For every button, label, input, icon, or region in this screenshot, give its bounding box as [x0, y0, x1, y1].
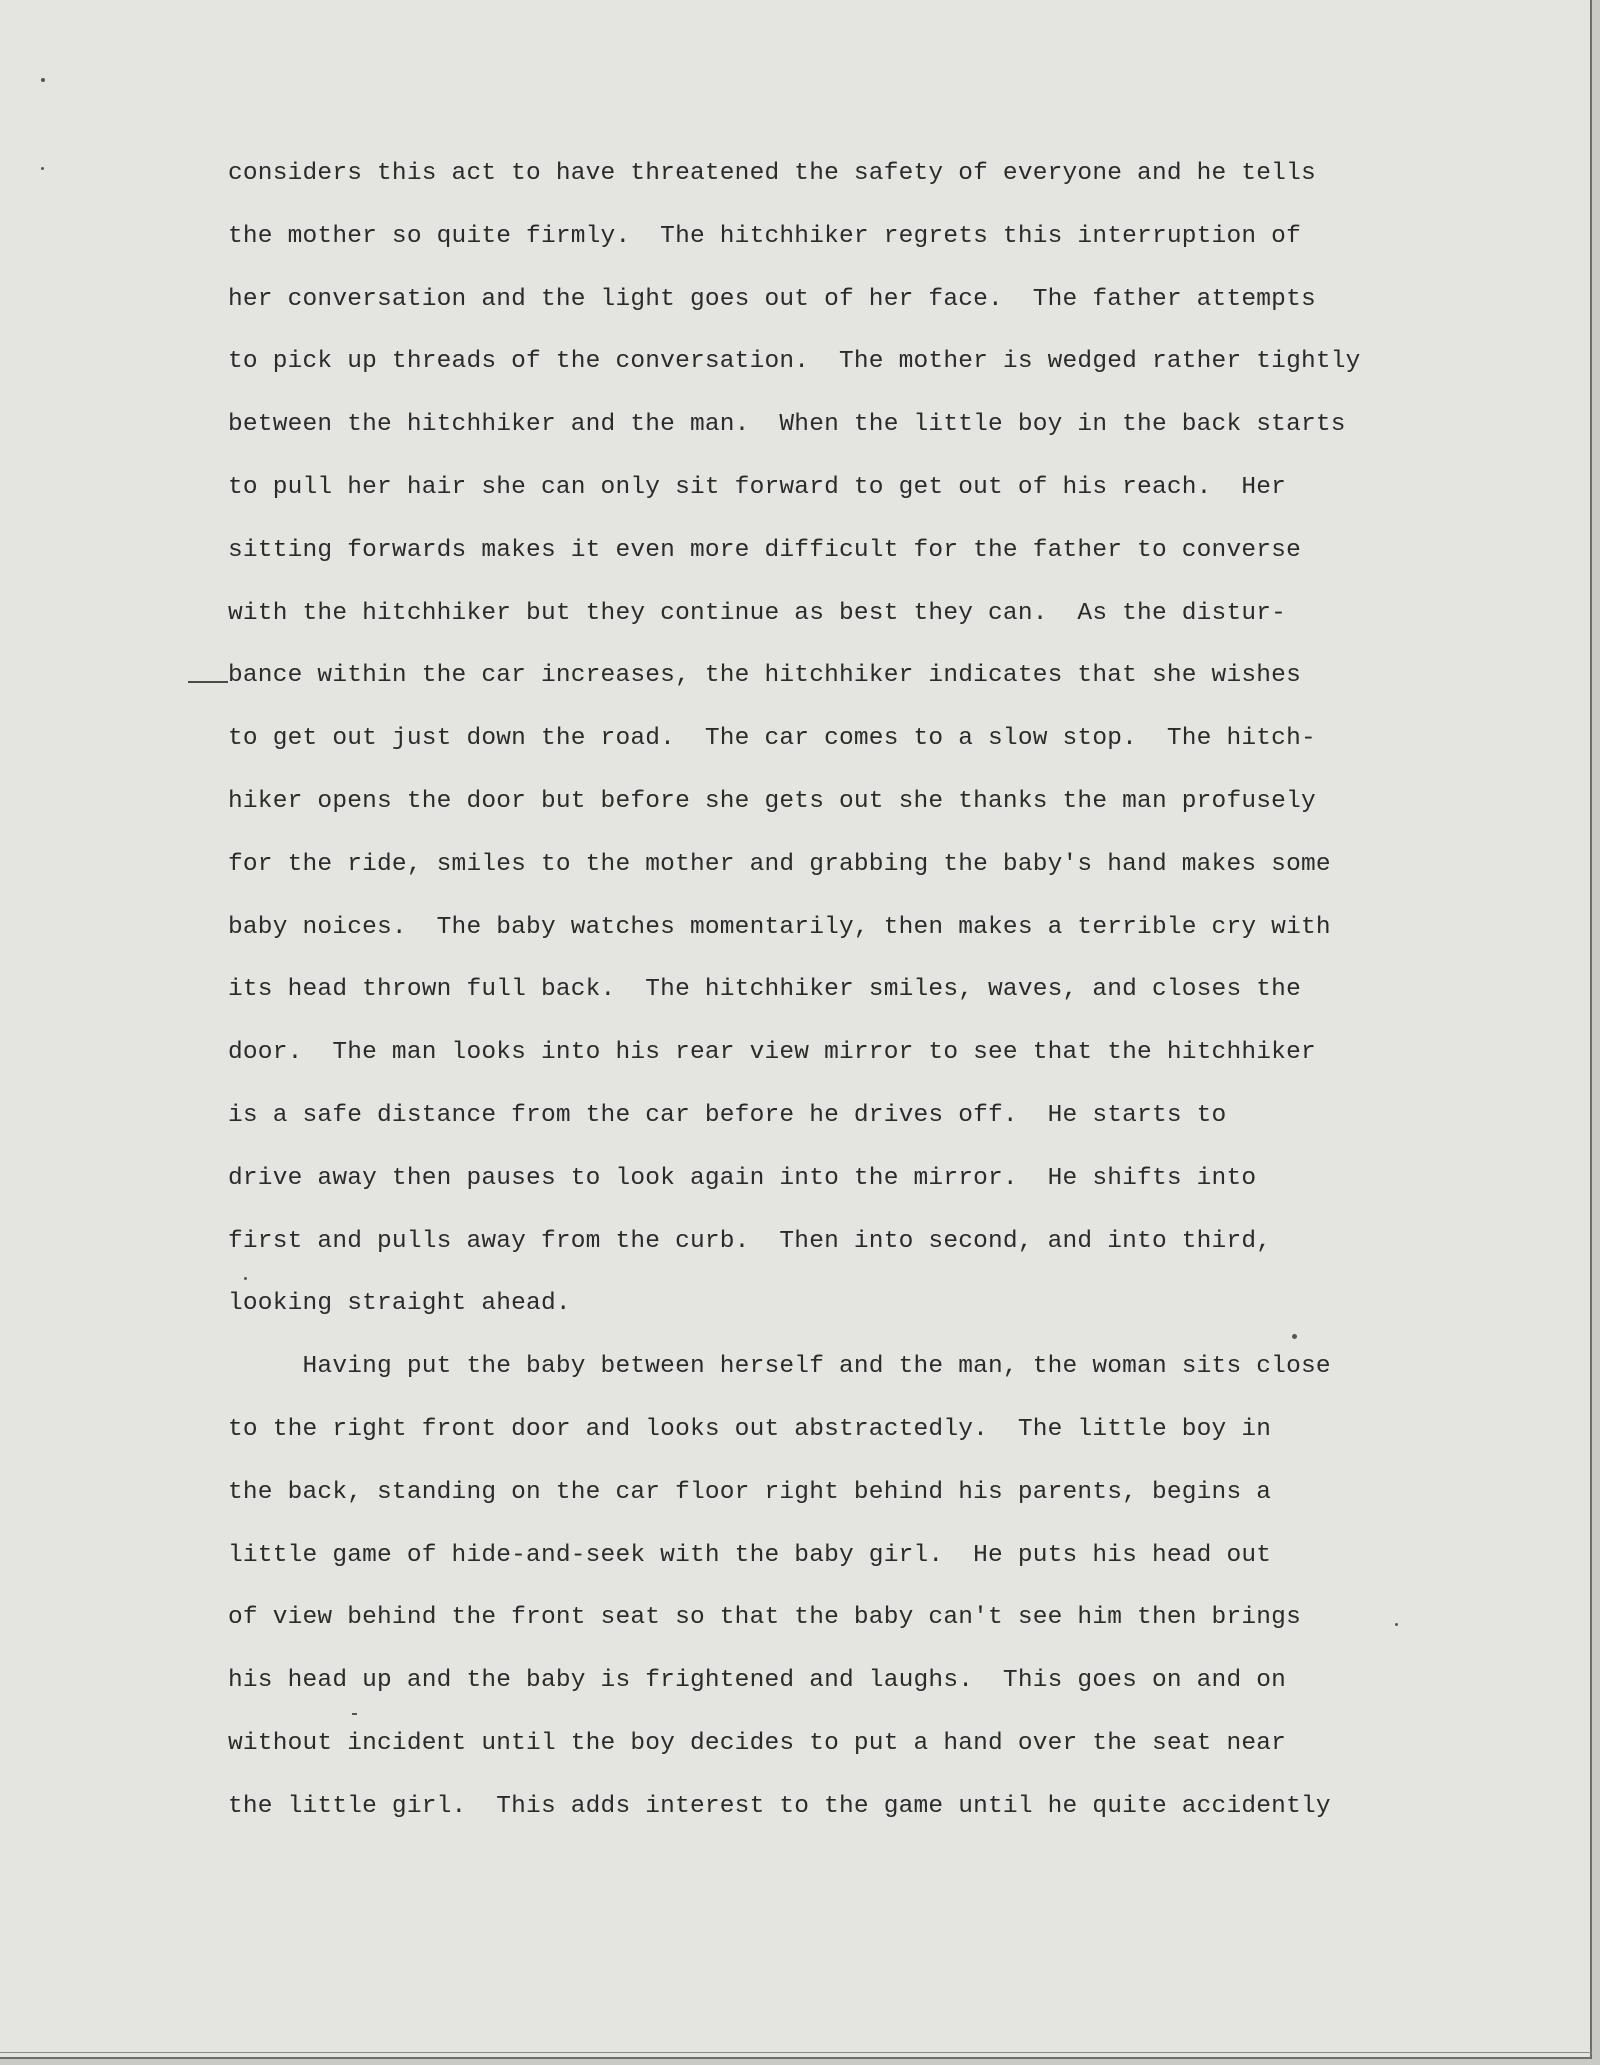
- text-line: between the hitchhiker and the man. When the little boy in the back starts: [228, 411, 1346, 439]
- text-line: little game of hide-and-seek with the baby girl. He puts his head out: [228, 1541, 1272, 1569]
- text-line: to pick up threads of the conversation. The mother is wedged rather tightly: [228, 348, 1361, 376]
- text-line: for the ride, smiles to the mother and grabbing the baby's hand makes some: [228, 850, 1331, 878]
- bottom-edge-rule: [0, 2052, 1592, 2053]
- text-line: drive away then pauses to look again into the mirror. He shifts into: [228, 1164, 1257, 1192]
- text-line: is a safe distance from the car before he drives off. He starts to: [228, 1101, 1227, 1129]
- text-line: bance within the car increases, the hitchhiker indicates that she wishes: [228, 662, 1301, 690]
- paper-speck: [41, 78, 45, 82]
- body-text: [228, 150, 1468, 1846]
- text-line: baby noices. The baby watches momentarily, then makes a terrible cry with: [228, 913, 1331, 941]
- text-line: its head thrown full back. The hitchhiker smiles, waves, and closes the: [228, 976, 1301, 1004]
- text-line: to the right front door and looks out abstractedly. The little boy in: [228, 1415, 1272, 1443]
- text-line: the little girl. This adds interest to the game until he quite accidently: [228, 1792, 1331, 1820]
- paragraph-start-line: Having put the baby between herself and the man, the woman sits close: [228, 1353, 1331, 1381]
- text-line: the back, standing on the car floor right behind his parents, begins a: [228, 1478, 1272, 1506]
- text-line: her conversation and the light goes out of her face. The father attempts: [228, 285, 1316, 313]
- text-line: sitting forwards makes it even more difficult for the father to converse: [228, 536, 1301, 564]
- margin-mark: [188, 681, 228, 683]
- text-line: to get out just down the road. The car comes to a slow stop. The hitch-: [228, 725, 1316, 753]
- text-line: with the hitchhiker but they continue as best they can. As the distur-: [228, 599, 1287, 627]
- text-line: without incident until the boy decides to put a hand over the seat near: [228, 1729, 1287, 1757]
- text-line: hiker opens the door but before she gets out she thanks the man profusely: [228, 787, 1316, 815]
- text-line: first and pulls away from the curb. Then into second, and into third,: [228, 1227, 1272, 1255]
- text-line: looking straight ahead.: [228, 1290, 571, 1318]
- text-line: considers this act to have threatened the safety of everyone and he tells: [228, 160, 1316, 187]
- text-line: the mother so quite firmly. The hitchhiker regrets this interruption of: [228, 222, 1301, 250]
- text-line: his head up and the baby is frightened and laughs. This goes on and on: [228, 1667, 1287, 1695]
- text-line: of view behind the front seat so that the baby can't see him then brings: [228, 1604, 1301, 1632]
- text-line: to pull her hair she can only sit forward to get out of his reach. Her: [228, 473, 1287, 501]
- paper-speck: [41, 167, 44, 170]
- text-line: door. The man looks into his rear view mirror to see that the hitchhiker: [228, 1039, 1316, 1067]
